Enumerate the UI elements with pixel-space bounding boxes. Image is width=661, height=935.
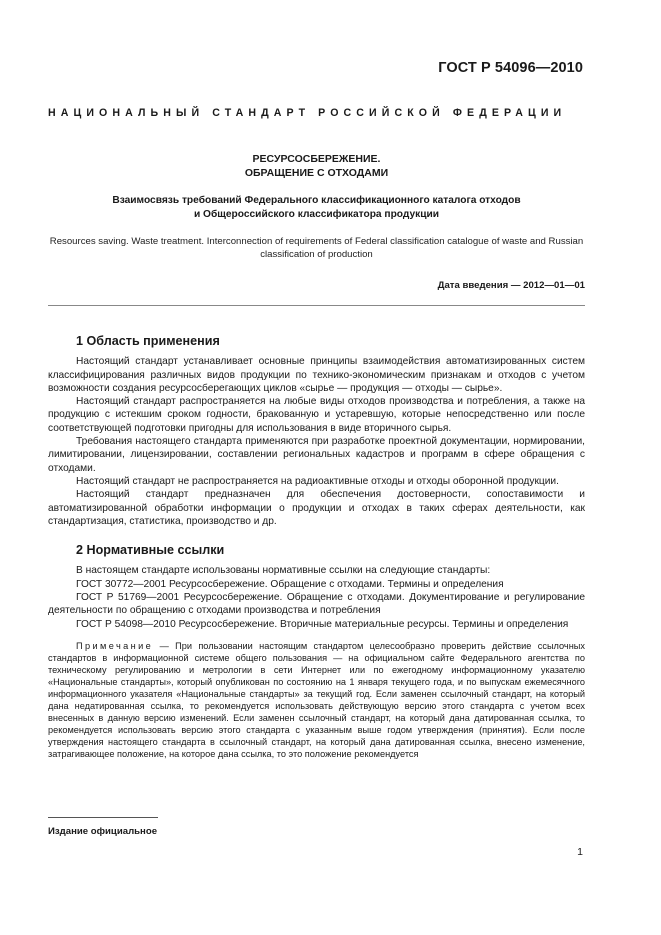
reference-note [48,640,585,760]
reference-item: ГОСТ Р 51769—2001 Ресурсосбережение. Обращение с отходами. Документирование и регулирование деятельности по обращению с отходами производства и потребления [48,592,585,617]
footer-divider [48,817,158,818]
title-line-1: РЕСУРСОСБЕРЕЖЕНИЕ. [252,153,381,165]
document-subtitle [48,194,585,222]
official-edition-label: Издание официальное [48,826,158,837]
scope-paragraph: Настоящий стандарт распространяется на любые виды отходов производства и потребления, а также на продукцию с истекшим сроком годности, бракованную и устаревшую, которые непосредственно или после соответствующей подготовки пригодны для использования в виде вторичного сырья. [48,396,585,434]
header-divider [48,305,585,306]
title-line-2: ОБРАЩЕНИЕ С ОТХОДАМИ [244,167,389,179]
reference-item: ГОСТ 30772—2001 Ресурсосбережение. Обращение с отходами. Термины и определения [76,578,504,590]
introduction-date: Дата введения — 2012—01—01 [437,280,585,291]
document-title [48,152,585,180]
scope-paragraph: Требования настоящего стандарта применяются при разработке проектной документации, нормировании, лимитировании, лицензировании, составлении региональных кадастров и программ в сфере обращения с отходами. [48,436,585,474]
page-number: 1 [577,846,583,858]
note-label: Примечание [76,640,154,651]
note-text: — При пользовании настоящим стандартом целесообразно проверить действие ссылочных стандартов в информационной системе общего пользования — на официальном сайте Федерального агентства по техническому регулированию и метрологии в сети Интернет или по ежегодному информационному указателю «Национальные стандарты», который опубликован по состоянию на 1 января текущего года, и по выпускам ежемесячного информационного указателя «Национальные стандарты» за текущий год. Если заменен ссылочный стандарт, на который дана недатированная ссылка, то рекомендуется использовать действующую версию этого стандарта с учетом всех внесенных в данную версию изменений. Если заменен ссылочный стандарт, на который дана датированная ссылка, то рекомендуется использовать версию этого стандарта с указанным выше годом утверждения (принятия). Если после утверждения настоящего стандарта в ссылочный стандарт, на который дана датированная ссылка, внесено изменение, затрагивающее положение, на которое дана ссылка, то это положение рекомендуется [48,640,585,759]
subtitle-line-2: и Общероссийского классификатора продукции [193,209,440,220]
gost-number: ГОСТ Р 54096—2010 [438,60,583,76]
national-standard-banner: НАЦИОНАЛЬНЫЙ СТАНДАРТ РОССИЙСКОЙ ФЕДЕРАЦИИ [48,107,567,119]
section-heading-references: 2 Нормативные ссылки [76,543,225,558]
scope-paragraph: Настоящий стандарт предназначен для обеспечения достоверности, сопоставимости и автоматизированной обработки информации о продукции и отходах в таких сферах деятельности, как стандартизация, статистика, производство и др. [48,489,585,527]
section-spacer [48,528,585,544]
scope-paragraph: Настоящий стандарт устанавливает основные принципы взаимодействия автоматизированных систем классифицирования различных видов продукции по технико-экономическим признакам и отходов с учетом возможности создания ресурсосберегающих циклов «сырье — продукция — отходы — сырье». [48,356,585,394]
english-title: Resources saving. Waste treatment. Interconnection of requirements of Federal classification catalogue of waste and Russian classification of production [49,236,584,260]
reference-item: ГОСТ Р 54098—2010 Ресурсосбережение. Вторичные материальные ресурсы. Термины и определения [76,618,569,630]
document-body [48,335,585,769]
references-intro: В настоящем стандарте использованы нормативные ссылки на следующие стандарты: [76,565,491,577]
scope-paragraph: Настоящий стандарт не распространяется на радиоактивные отходы и отходы оборонной продукции. [76,475,559,487]
section-heading-scope: 1 Область применения [76,334,220,348]
subtitle-line-1: Взаимосвязь требований Федерального классификационного каталога отходов [112,195,521,206]
